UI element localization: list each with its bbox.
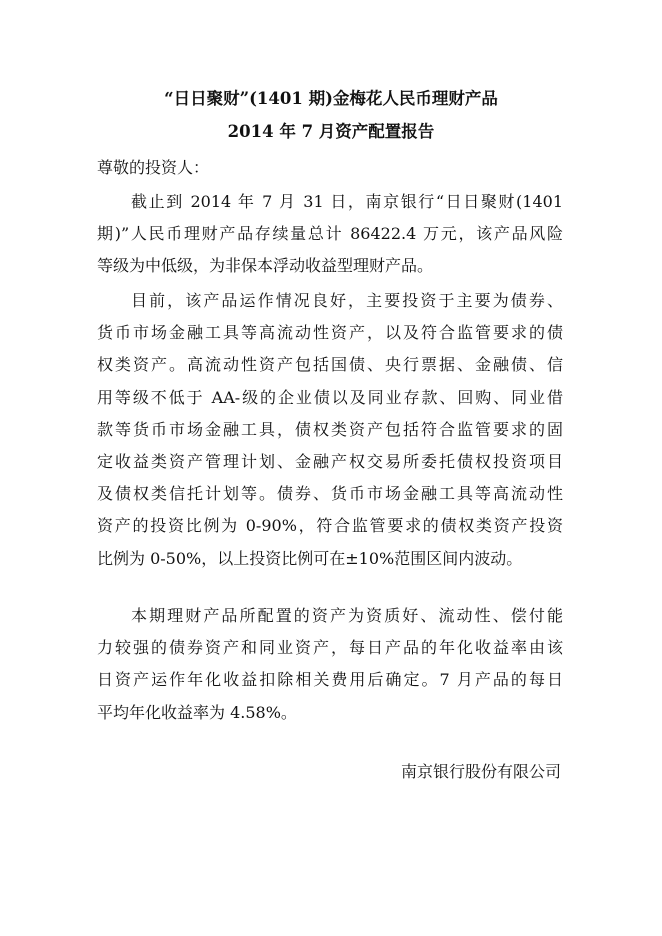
report-title: “日日聚财”(1401 期)金梅花人民币理财产品 bbox=[164, 89, 498, 108]
paragraph-line: 本期理财产品所配置的资产为资质好、流动性、偿付能 bbox=[131, 606, 563, 625]
paragraph-line: 等级为中低级，为非保本浮动收益型理财产品。 bbox=[97, 256, 434, 276]
paragraph-line: 比例为 0-50%，以上投资比例可在±10%范围区间内波动。 bbox=[97, 548, 523, 568]
paragraph-yield bbox=[97, 600, 563, 729]
paragraph-line: 目前，该产品运作情况良好，主要投资于主要为债券、 bbox=[131, 291, 563, 310]
report-subtitle: 2014 年 7 月资产配置报告 bbox=[227, 122, 435, 141]
paragraph-line: 定收益类资产管理计划、金融产权交易所委托债权投资项目 bbox=[97, 451, 563, 471]
salutation: 尊敬的投资人： bbox=[97, 158, 210, 177]
paragraph-line: 资产的投资比例为 0-90%，符合监管要求的债权类资产投资 bbox=[97, 516, 563, 536]
paragraph-line: 截止到 2014 年 7 月 31 日，南京银行“日日聚财(1401 bbox=[131, 192, 563, 211]
issuer-signature: 南京银行股份有限公司 bbox=[400, 762, 561, 781]
paragraph-line: 平均年化收益率为 4.58%。 bbox=[97, 702, 297, 722]
paragraph-line: 用等级不低于 AA-级的企业债以及同业存款、回购、同业借 bbox=[97, 387, 563, 407]
paragraph-investment-scope bbox=[97, 285, 563, 575]
paragraph-line: 期)”人民币理财产品存续量总计 86422.4 万元，该产品风险 bbox=[97, 224, 563, 244]
paragraph-line: 日资产运作年化收益扣除相关费用后确定。7 月产品的每日 bbox=[97, 670, 563, 690]
paragraph-line: 力较强的债券资产和同业资产，每日产品的年化收益率由该 bbox=[97, 638, 563, 658]
paragraph-line: 权类资产。高流动性资产包括国债、央行票据、金融债、信 bbox=[97, 355, 563, 375]
paragraph-product-summary bbox=[97, 186, 563, 283]
paragraph-line: 及债权类信托计划等。债券、货币市场金融工具等高流动性 bbox=[97, 484, 563, 504]
paragraph-line: 款等货币市场金融工具，债权类资产包括符合监管要求的固 bbox=[97, 419, 563, 439]
paragraph-line: 货币市场金融工具等高流动性资产，以及符合监管要求的债 bbox=[97, 323, 563, 343]
